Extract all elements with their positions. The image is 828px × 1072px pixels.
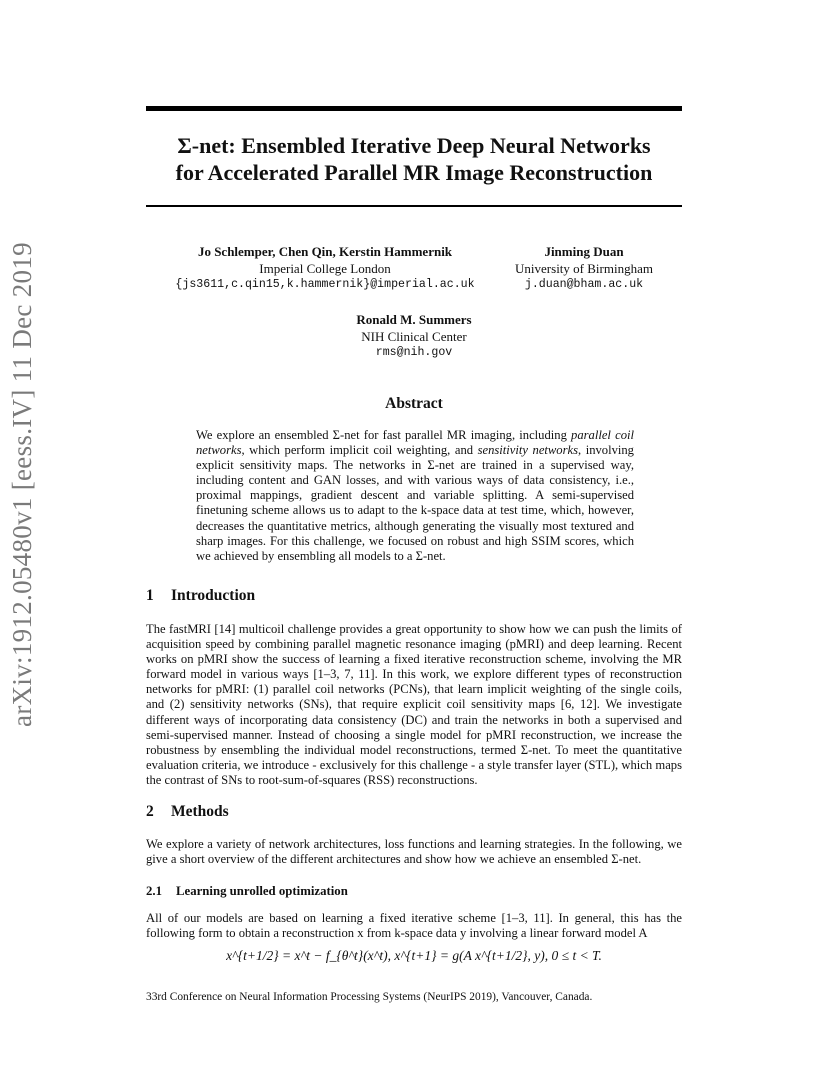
author-affiliation: Imperial College London <box>259 260 391 276</box>
author-names: Ronald M. Summers <box>356 312 472 327</box>
paragraph-text: We explore a variety of network architectures, loss functions and learning strategies. In the following, we give a short overview of the different architectures and show how we achieve an ensembled Σ-net. <box>146 837 682 867</box>
title-rule-bottom <box>146 205 682 207</box>
author-names: Jinming Duan <box>544 244 624 259</box>
introduction-paragraph <box>146 622 682 788</box>
subsection-heading <box>146 884 348 899</box>
subsection-paragraph <box>146 911 682 941</box>
abstract-text-part: , involving explicit sensitivity maps. The networks in Σ-net are trained in a supervised way, including content and GAN losses, and with various ways of data consistency, i.e., proximal mappings, gradient descent and variable splitting. A semi-supervised finetuning scheme allows us to adapt to the k-space data at test time, which, however, decreases the quantitative metrics, although generating the visually most textured and sharp images. For this challenge, we focused on robust and high SSIM scores, which we achieved by ensembling all models to a Σ-net. <box>196 443 634 563</box>
author-email: j.duan@bham.ac.uk <box>524 278 644 291</box>
author-block-nih <box>314 312 514 362</box>
methods-paragraph <box>146 837 682 867</box>
author-names: Jo Schlemper, Chen Qin, Kerstin Hammernik <box>197 244 453 259</box>
title-line-1: Σ-net: Ensembled Iterative Deep Neural Networks <box>177 133 651 158</box>
conference-footnote: 33rd Conference on Neural Information Processing Systems (NeurIPS 2019), Vancouver, Canada. <box>146 991 593 1003</box>
subsection-title: Learning unrolled optimization <box>176 884 348 898</box>
arxiv-side-stamp <box>2 242 42 727</box>
abstract-text-part: We explore an ensembled Σ-net for fast parallel MR imaging, including <box>196 428 572 442</box>
abstract-emphasis: parallel coil networks <box>196 428 634 458</box>
title-line-2: for Accelerated Parallel MR Image Reconstruction <box>175 160 653 185</box>
section-title: Methods <box>171 803 229 820</box>
section-number: 1 <box>146 587 154 604</box>
subsection-number: 2.1 <box>146 884 162 898</box>
paragraph-text: The fastMRI [14] multicoil challenge provides a great opportunity to show how we can push the limits of acquisition speed by combining parallel magnetic resonance imaging (pMRI) and deep learning. Recent works on pMRI show the success of learning a fixed iterative reconstruction scheme, involving the MR forward model in various ways [1–3, 7, 11]. In this work, we explore different types of reconstruction networks for pMRI: (1) parallel coil networks (PCNs), that learn implicit weighting of the single coils, and (2) sensitivity networks (SNs), that require explicit coil sensitivity maps [6, 12]. We investigate different ways of incorporating data consistency (DC) and train the networks in both a supervised and semi-supervised manner. Instead of choosing a single model for pMRI reconstruction, we increase the robustness by ensembling the individual model reconstructions, termed Σ-net. To meet the quantitative evaluation criteria, we introduce - exclusively for this challenge - a style transfer layer (STL), which maps the contrast of SNs to root-sum-of-squares (RSS) reconstructions. <box>146 622 682 787</box>
paragraph-text: All of our models are based on learning a fixed iterative scheme [1–3, 11]. In general, this has the following form to obtain a reconstruction x from k-space data y involving a linear forward model A <box>146 911 682 941</box>
section-heading-introduction <box>146 587 255 605</box>
abstract-emphasis: sensitivity networks <box>477 443 578 458</box>
section-title: Introduction <box>171 587 256 604</box>
paper-title <box>146 132 682 186</box>
author-block-birmingham <box>492 244 676 294</box>
author-block-imperial <box>160 244 490 294</box>
author-affiliation: University of Birmingham <box>515 260 653 276</box>
arxiv-identifier: arXiv:1912.05480v1 [eess.IV] 11 Dec 2019 <box>6 242 37 727</box>
abstract-text <box>196 428 634 564</box>
author-email: rms@nih.gov <box>375 346 453 359</box>
section-heading-methods <box>146 803 229 821</box>
section-number: 2 <box>146 803 154 820</box>
author-email: {js3611,c.qin15,k.hammernik}@imperial.ac.uk <box>175 278 475 291</box>
update-equation: x^{t+1/2} = x^t − f_{θ^t}(x^t), x^{t+1} = g(A x^{t+1/2}, y), 0 ≤ t < T. <box>226 948 602 963</box>
abstract-text-part: , which perform implicit coil weighting, and <box>241 443 478 458</box>
abstract-heading: Abstract <box>385 395 443 412</box>
title-rule-top <box>146 106 682 111</box>
author-affiliation: NIH Clinical Center <box>361 328 467 344</box>
